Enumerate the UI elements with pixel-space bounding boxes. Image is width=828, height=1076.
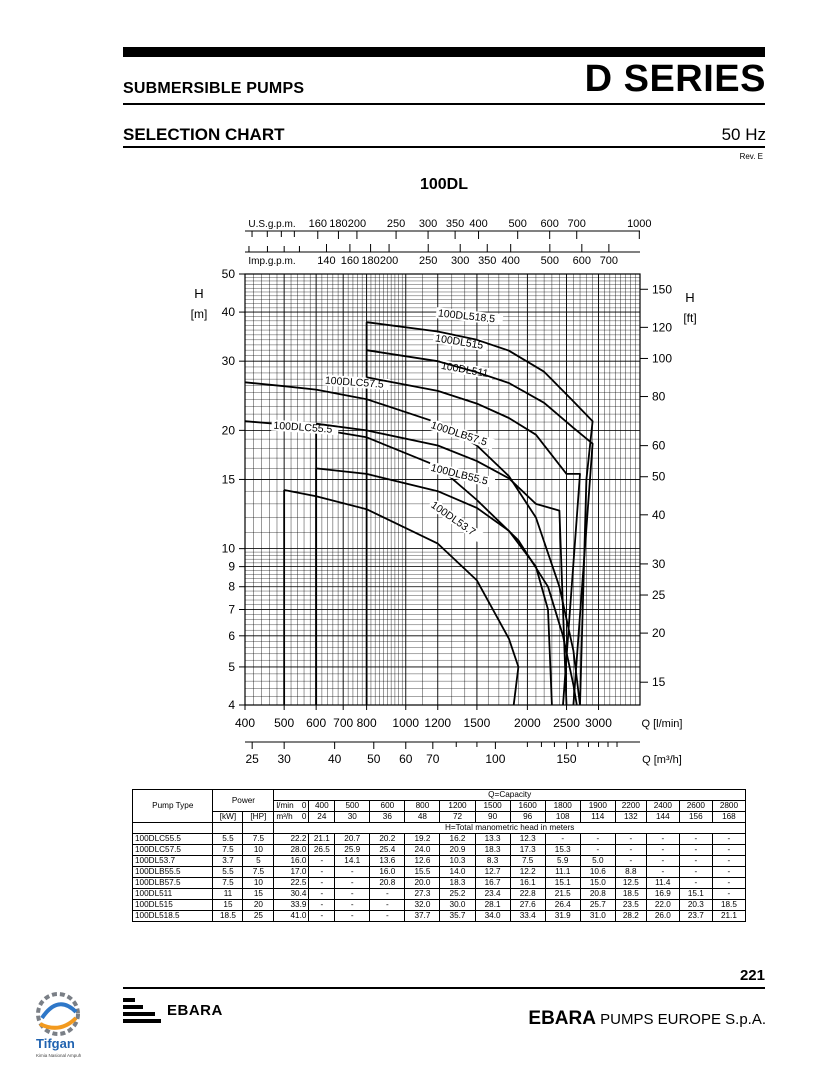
- curve-label: 100DLB55.5: [429, 461, 490, 488]
- y-tick-label: 10: [221, 541, 235, 556]
- hp-cell: 25: [243, 911, 274, 922]
- usgpm-tick-label: 160: [308, 218, 327, 230]
- impgpm-tick-label: 500: [540, 255, 560, 267]
- head-cell: 33.9: [274, 900, 309, 911]
- head-cell: 5.9: [545, 856, 580, 867]
- m3h-value: 144: [646, 812, 679, 823]
- table-header-row: [133, 790, 746, 801]
- lmin-value: 2800: [712, 801, 745, 812]
- head-cell: 30.0: [440, 900, 475, 911]
- head-cell: -: [335, 867, 370, 878]
- ft-tick-label: 80: [652, 389, 666, 404]
- pump-type-cell: 100DLB55.5: [133, 867, 213, 878]
- head-cell: -: [335, 878, 370, 889]
- ft-axis-unit: [ft]: [683, 311, 697, 325]
- lmin-value: 1800: [545, 801, 580, 812]
- table-row: [133, 911, 746, 922]
- head-cell: 21.1: [712, 911, 745, 922]
- x-tick-label: 700: [333, 716, 354, 730]
- y-axis-label: H: [194, 286, 204, 301]
- head-cell: 14.1: [335, 856, 370, 867]
- y-tick-label: 5: [228, 659, 235, 674]
- head-cell: 22.8: [510, 889, 545, 900]
- m3h-value: 90: [475, 812, 510, 823]
- head-cell: 22.2: [274, 834, 309, 845]
- head-cell: 12.5: [615, 878, 646, 889]
- head-cell: 14.0: [440, 867, 475, 878]
- head-cell: -: [679, 834, 712, 845]
- y-tick-label: 6: [228, 628, 235, 643]
- m3h-value: 30: [335, 812, 370, 823]
- tifgan-name: Tifgan: [36, 1036, 75, 1051]
- head-cell: -: [646, 834, 679, 845]
- m3h-value: 96: [510, 812, 545, 823]
- head-cell: 20.2: [370, 834, 405, 845]
- head-cell: 33.4: [510, 911, 545, 922]
- y-tick-label: 40: [221, 305, 235, 320]
- head-cell: 16.0: [370, 867, 405, 878]
- head-cell: 31.0: [580, 911, 615, 922]
- head-cell: 8.3: [475, 856, 510, 867]
- head-cell: -: [712, 845, 745, 856]
- lmin-value: 800: [405, 801, 440, 812]
- x-tick-label: 2500: [553, 716, 580, 730]
- head-cell: -: [309, 900, 335, 911]
- head-cell: 11.1: [545, 867, 580, 878]
- ft-tick-label: 25: [652, 588, 666, 603]
- m3h-tick-label: 30: [277, 752, 291, 766]
- head-cell: 17.0: [274, 867, 309, 878]
- y-axis-unit: [m]: [190, 307, 208, 321]
- footer-rule: [123, 987, 765, 989]
- head-cell: 26.0: [646, 911, 679, 922]
- curve-label: 100DL515: [434, 332, 485, 352]
- hp-header: [HP]: [243, 812, 274, 823]
- pump-type-cell: 100DL53.7: [133, 856, 213, 867]
- head-cell: 26.4: [545, 900, 580, 911]
- table-row: [133, 856, 746, 867]
- head-cell: 20.3: [679, 900, 712, 911]
- frequency-label: 50 Hz: [721, 125, 766, 144]
- table-row: [133, 845, 746, 856]
- hp-cell: 20: [243, 900, 274, 911]
- kw-cell: 5.5: [213, 834, 243, 845]
- head-cell: 18.5: [615, 889, 646, 900]
- usgpm-tick-label: 400: [469, 218, 488, 230]
- curve-label: 100DL518.5: [437, 307, 496, 326]
- pump-type-cell: 100DL515: [133, 900, 213, 911]
- head-cell: -: [580, 834, 615, 845]
- lmin-value: 1200: [440, 801, 475, 812]
- head-cell: 12.6: [405, 856, 440, 867]
- lmin-value: 1600: [510, 801, 545, 812]
- usgpm-tick-label: 200: [347, 218, 367, 230]
- y-tick-label: 30: [221, 354, 235, 369]
- head-cell: -: [309, 867, 335, 878]
- pump-type-spacer: [133, 823, 213, 834]
- head-cell: -: [309, 878, 335, 889]
- impgpm-tick-label: 350: [478, 255, 497, 267]
- x-tick-label: 1000: [392, 716, 420, 730]
- impgpm-tick-label: 250: [419, 255, 438, 267]
- hp-cell: 10: [243, 845, 274, 856]
- section-title: SELECTION CHART: [123, 125, 285, 144]
- head-cell: 23.5: [615, 900, 646, 911]
- table-row: [133, 878, 746, 889]
- head-cell: 23.7: [679, 911, 712, 922]
- head-cell: 5.0: [580, 856, 615, 867]
- head-cell: -: [712, 889, 745, 900]
- ft-tick-label: 50: [652, 469, 666, 484]
- lmin-cell: [274, 801, 309, 812]
- y-tick-label: 4: [228, 698, 235, 712]
- head-cell: 20.8: [580, 889, 615, 900]
- category-title: SUBMERSIBLE PUMPS: [123, 80, 305, 97]
- x-tick-label: 600: [306, 716, 327, 730]
- ebara-logo-icon: [123, 998, 163, 1024]
- head-cell: 18.3: [475, 845, 510, 856]
- x-tick-label: 1500: [463, 716, 491, 730]
- m3h-tick-label: 70: [426, 752, 440, 766]
- performance-table: [132, 789, 746, 922]
- head-cell: 20.8: [370, 878, 405, 889]
- usgpm-tick-label: 700: [567, 218, 586, 230]
- kw-header: [kW]: [213, 812, 243, 823]
- tifgan-logo-icon: [30, 990, 90, 1060]
- series-title: D SERIES: [584, 58, 766, 100]
- lmin-value: 1500: [475, 801, 510, 812]
- y-tick-label: 8: [228, 579, 235, 594]
- head-cell: 16.1: [510, 878, 545, 889]
- usgpm-axis-label: U.S.g.p.m.: [248, 219, 296, 230]
- hp-cell: 5: [243, 856, 274, 867]
- head-cell: 12.3: [510, 834, 545, 845]
- head-cell: -: [712, 856, 745, 867]
- head-cell: 8.8: [615, 867, 646, 878]
- lmin-value: 2400: [646, 801, 679, 812]
- head-cell: 15.1: [679, 889, 712, 900]
- x-axis-label: Q [l/min]: [641, 718, 683, 730]
- head-cell: -: [679, 878, 712, 889]
- m3h-cell: [274, 812, 309, 823]
- m3h-value: 48: [405, 812, 440, 823]
- head-cell: -: [370, 900, 405, 911]
- usgpm-tick-label: 250: [386, 218, 406, 230]
- head-cell: 18.3: [440, 878, 475, 889]
- m3h-value: 0: [301, 812, 307, 821]
- lmin-value: 500: [335, 801, 370, 812]
- x-tick-label: 400: [234, 716, 256, 730]
- head-cell: 25.4: [370, 845, 405, 856]
- tifgan-tagline: Kimia Nasional Ampuh: [36, 1053, 82, 1058]
- head-cell: -: [679, 845, 712, 856]
- m3h-value: 114: [580, 812, 615, 823]
- pump-type-cell: 100DL511: [133, 889, 213, 900]
- pump-type-cell: 100DLC57.5: [133, 845, 213, 856]
- hp-cell: 15: [243, 889, 274, 900]
- m3h-axis-label: Q [m³/h]: [642, 754, 682, 766]
- head-cell: 41.0: [274, 911, 309, 922]
- head-cell: -: [335, 889, 370, 900]
- head-cell: -: [712, 878, 745, 889]
- head-cell: 22.0: [646, 900, 679, 911]
- y-tick-label: 7: [228, 602, 235, 617]
- head-cell: 34.0: [475, 911, 510, 922]
- head-cell: -: [615, 845, 646, 856]
- m3h-value: 36: [370, 812, 405, 823]
- impgpm-axis-label: Imp.g.p.m.: [248, 256, 296, 267]
- curve-label: 100DLB57.5: [429, 419, 489, 449]
- head-cell: 28.2: [615, 911, 646, 922]
- m3h-tick-label: 50: [367, 752, 381, 766]
- head-cell: 20.9: [440, 845, 475, 856]
- head-cell: 7.5: [510, 856, 545, 867]
- x-tick-label: 3000: [585, 716, 612, 730]
- m3h-value: 24: [309, 812, 335, 823]
- ft-axis-label: H: [685, 290, 695, 305]
- head-cell: 16.0: [274, 856, 309, 867]
- m3h-value: 156: [679, 812, 712, 823]
- m3h-tick-label: 60: [399, 752, 413, 766]
- curve-label: 100DLC57.5: [324, 374, 385, 391]
- head-cell: 13.3: [475, 834, 510, 845]
- head-cell: 27.3: [405, 889, 440, 900]
- ft-tick-label: 100: [652, 351, 673, 366]
- kw-cell: 5.5: [213, 867, 243, 878]
- x-tick-label: 1200: [424, 716, 452, 730]
- ft-tick-label: 120: [652, 320, 673, 335]
- head-cell: -: [646, 856, 679, 867]
- kw-cell: 18.5: [213, 911, 243, 922]
- head-cell: 15.0: [580, 878, 615, 889]
- head-cell: -: [335, 900, 370, 911]
- kw-spacer: [213, 823, 243, 834]
- head-cell: 32.0: [405, 900, 440, 911]
- head-cell: 37.7: [405, 911, 440, 922]
- head-cell: 20.7: [335, 834, 370, 845]
- kw-cell: 7.5: [213, 878, 243, 889]
- head-cell: -: [712, 834, 745, 845]
- head-cell: -: [309, 856, 335, 867]
- table-row: [133, 867, 746, 878]
- impgpm-tick-label: 140: [317, 255, 336, 267]
- head-cell: 31.9: [545, 911, 580, 922]
- head-cell: -: [646, 867, 679, 878]
- ft-tick-label: 150: [652, 282, 673, 297]
- lmin-value: 600: [370, 801, 405, 812]
- head-cell: 17.3: [510, 845, 545, 856]
- head-cell: 25.7: [580, 900, 615, 911]
- impgpm-tick-label: 700: [599, 255, 619, 267]
- m3h-value: 72: [440, 812, 475, 823]
- ft-tick-label: 20: [652, 626, 666, 641]
- kw-cell: 15: [213, 900, 243, 911]
- usgpm-tick-label: 300: [418, 218, 438, 230]
- power-header: Power: [213, 790, 274, 812]
- impgpm-tick-label: 300: [451, 255, 470, 267]
- pump-type-cell: 100DLB57.5: [133, 878, 213, 889]
- head-cell: 28.0: [274, 845, 309, 856]
- head-cell: 26.5: [309, 845, 335, 856]
- m3h-value: 168: [712, 812, 745, 823]
- x-tick-label: 2000: [514, 716, 541, 730]
- curve-label: 100DL53.7: [428, 499, 478, 539]
- lmin-value: 1900: [580, 801, 615, 812]
- head-cell: 35.7: [440, 911, 475, 922]
- head-cell: -: [370, 889, 405, 900]
- m3h-tick-label: 40: [327, 752, 342, 766]
- head-cell: 20.0: [405, 878, 440, 889]
- head-cell: 12.7: [475, 867, 510, 878]
- m3h-tick-label: 150: [556, 752, 577, 766]
- head-cell: 16.2: [440, 834, 475, 845]
- head-cell: 13.6: [370, 856, 405, 867]
- head-cell: -: [679, 856, 712, 867]
- pump-type-cell: 100DLC55.5: [133, 834, 213, 845]
- lmin-value: 400: [309, 801, 335, 812]
- head-cell: -: [615, 856, 646, 867]
- ft-tick-label: 15: [652, 675, 666, 690]
- head-cell: 10.6: [580, 867, 615, 878]
- head-cell: -: [545, 834, 580, 845]
- impgpm-tick-label: 160: [340, 255, 360, 267]
- head-cell: 15.5: [405, 867, 440, 878]
- m3h-tick-label: 25: [245, 752, 259, 766]
- y-tick-label: 50: [221, 267, 235, 281]
- head-cell: 25.9: [335, 845, 370, 856]
- hp-spacer: [243, 823, 274, 834]
- pump-type-cell: 100DL518.5: [133, 911, 213, 922]
- head-cell: 22.5: [274, 878, 309, 889]
- table-header-row: [133, 823, 746, 834]
- head-cell: 18.5: [712, 900, 745, 911]
- x-tick-label: 500: [274, 716, 295, 730]
- head-cell: 23.4: [475, 889, 510, 900]
- kw-cell: 11: [213, 889, 243, 900]
- head-cell: -: [370, 911, 405, 922]
- ft-tick-label: 30: [652, 556, 666, 571]
- page-number: 221: [739, 967, 765, 984]
- head-cell: -: [309, 911, 335, 922]
- hp-cell: 7.5: [243, 867, 274, 878]
- capacity-header: Q=Capacity: [274, 790, 746, 801]
- company-name-rest: PUMPS EUROPE S.p.A.: [595, 1011, 766, 1028]
- head-cell: 11.4: [646, 878, 679, 889]
- head-cell: 21.1: [309, 834, 335, 845]
- head-cell: 16.7: [475, 878, 510, 889]
- head-cell: -: [309, 889, 335, 900]
- company-name: [528, 1008, 766, 1030]
- y-tick-label: 15: [221, 472, 235, 487]
- head-cell: 24.0: [405, 845, 440, 856]
- impgpm-tick-label: 200: [379, 255, 399, 267]
- m3h-tick-label: 100: [485, 752, 506, 766]
- usgpm-tick-label: 180: [329, 218, 348, 230]
- hp-cell: 7.5: [243, 834, 274, 845]
- x-tick-label: 800: [356, 716, 377, 730]
- m3h-value: 132: [615, 812, 646, 823]
- hp-cell: 10: [243, 878, 274, 889]
- impgpm-tick-label: 180: [361, 255, 380, 267]
- table-header-row: [133, 812, 746, 823]
- head-cell: 27.6: [510, 900, 545, 911]
- head-cell: 12.2: [510, 867, 545, 878]
- impgpm-tick-label: 600: [572, 255, 592, 267]
- head-cell: -: [335, 911, 370, 922]
- head-cell: 16.9: [646, 889, 679, 900]
- table-row: [133, 889, 746, 900]
- head-cell: -: [615, 834, 646, 845]
- ft-tick-label: 40: [652, 507, 666, 522]
- head-cell: -: [679, 867, 712, 878]
- usgpm-tick-label: 500: [508, 218, 527, 230]
- model-title: 100DL: [419, 176, 469, 193]
- curve-100dl515: [367, 350, 593, 705]
- company-name-bold: EBARA: [528, 1008, 596, 1029]
- head-cell: 30.4: [274, 889, 309, 900]
- m3h-label: m³/h: [276, 812, 293, 821]
- ebara-logo-text: EBARA: [167, 1002, 223, 1019]
- revision-label: Rev. E: [739, 152, 763, 161]
- lmin-value: 0: [301, 801, 307, 810]
- head-cell: -: [712, 867, 745, 878]
- head-cell: -: [646, 845, 679, 856]
- impgpm-tick-label: 400: [501, 255, 520, 267]
- head-cell: 28.1: [475, 900, 510, 911]
- curve-100dl53-7: [284, 490, 518, 705]
- curve-label: 100DLC55.5: [273, 419, 333, 436]
- head-cell: 15.1: [545, 878, 580, 889]
- ft-tick-label: 60: [652, 438, 666, 453]
- curve-label: 100DL511: [440, 359, 490, 380]
- usgpm-tick-label: 600: [540, 218, 559, 230]
- m3h-value: 108: [545, 812, 580, 823]
- head-cell: 10.3: [440, 856, 475, 867]
- table-row: [133, 900, 746, 911]
- head-note: H=Total manometric head in meters: [274, 823, 746, 834]
- lmin-value: 2600: [679, 801, 712, 812]
- head-cell: -: [580, 845, 615, 856]
- pump-type-header: Pump Type: [133, 790, 213, 823]
- y-tick-label: 20: [221, 423, 235, 438]
- head-cell: 25.2: [440, 889, 475, 900]
- head-cell: 19.2: [405, 834, 440, 845]
- y-tick-label: 9: [228, 559, 235, 574]
- head-cell: 21.5: [545, 889, 580, 900]
- kw-cell: 3.7: [213, 856, 243, 867]
- usgpm-tick-label: 350: [445, 218, 465, 230]
- head-cell: 15.3: [545, 845, 580, 856]
- table-row: [133, 834, 746, 845]
- lmin-label: l/min: [276, 801, 294, 810]
- kw-cell: 7.5: [213, 845, 243, 856]
- lmin-value: 2200: [615, 801, 646, 812]
- usgpm-tick-label: 1000: [627, 218, 652, 230]
